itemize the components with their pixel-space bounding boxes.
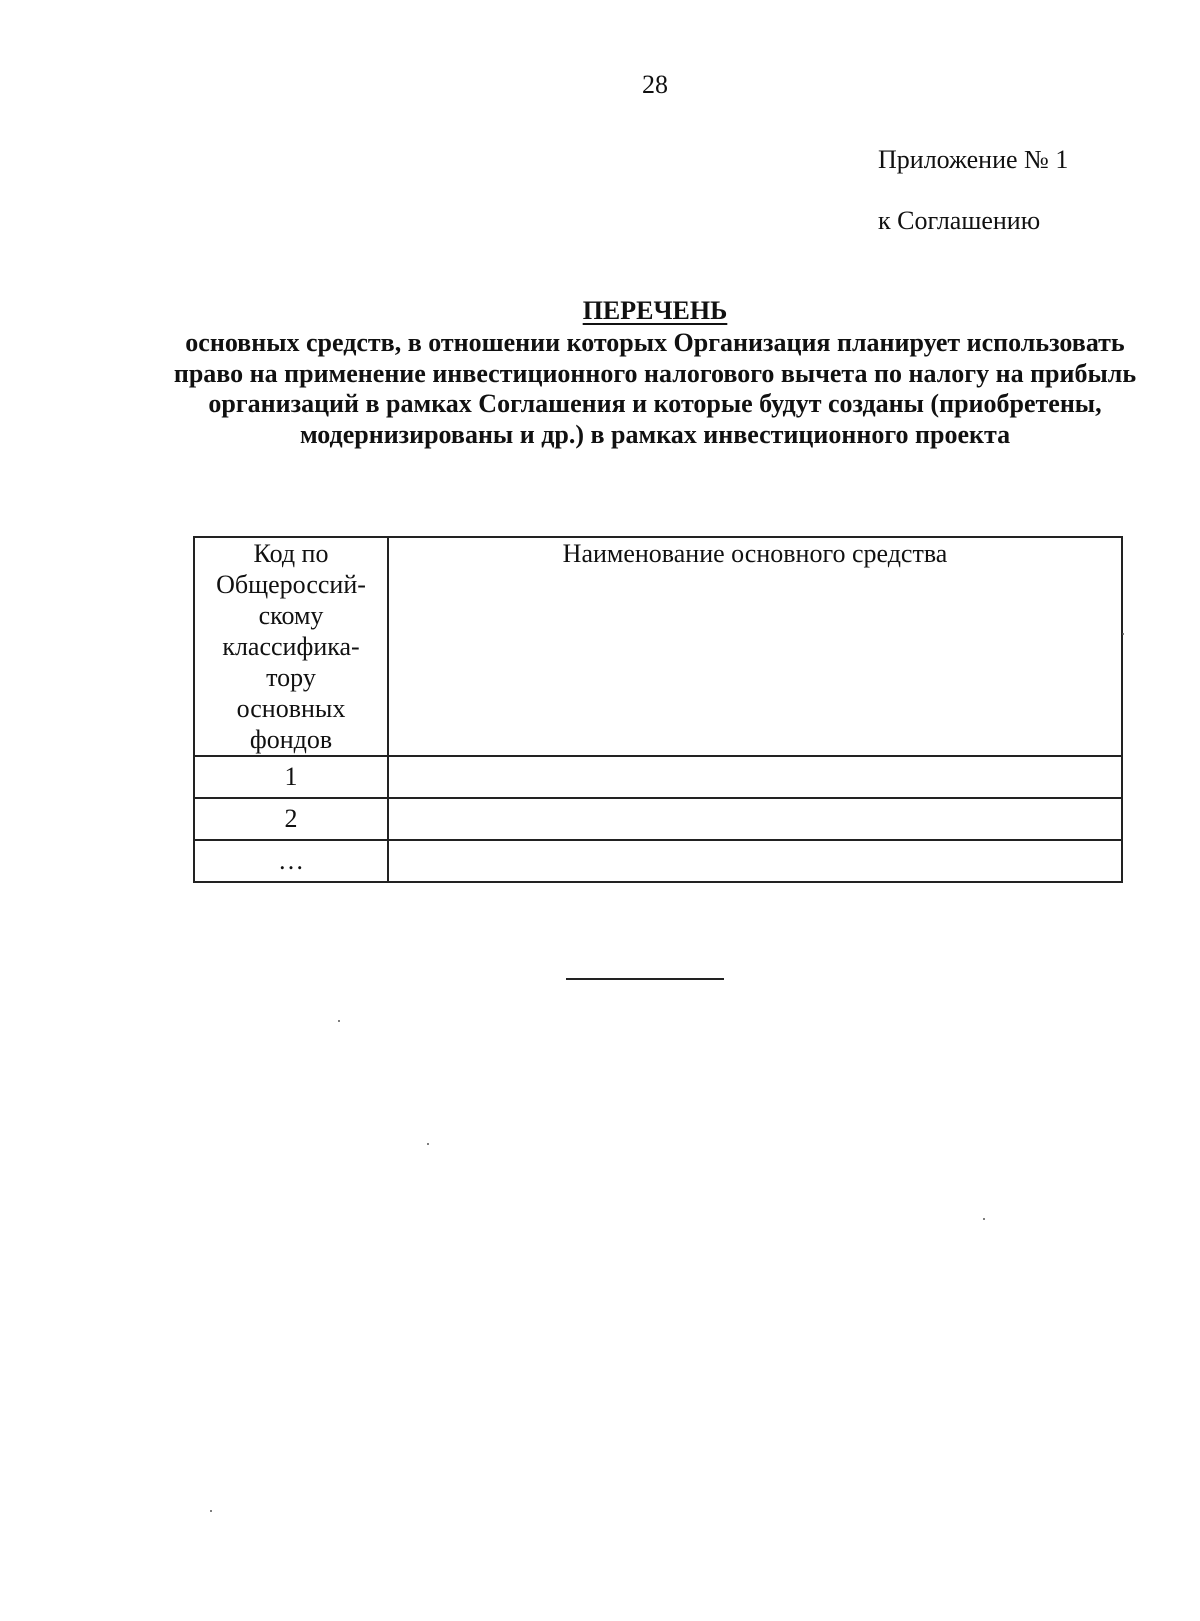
fixed-assets-table — [193, 536, 1123, 883]
row-name-cell — [388, 798, 1122, 840]
header-code-line: основных — [236, 694, 346, 723]
row-name-cell — [388, 756, 1122, 798]
appendix-label: Приложение № 1 — [878, 145, 1069, 174]
row-code-cell: 1 — [194, 756, 388, 798]
header-asset-name: Наименование основного средства — [388, 537, 1122, 756]
scan-speck — [983, 1218, 985, 1220]
row-code-cell: 2 — [194, 798, 388, 840]
header-code-line: тору — [266, 663, 316, 692]
scan-speck — [338, 1020, 340, 1022]
scan-speck — [427, 1143, 429, 1145]
document-title: ПЕРЕЧЕНЬ — [582, 296, 728, 325]
appendix-reference: к Соглашению — [878, 206, 1041, 235]
header-code-line: фондов — [249, 725, 333, 754]
table-row — [194, 798, 1122, 840]
table-row — [194, 756, 1122, 798]
scan-speck — [210, 1510, 212, 1512]
row-name-cell — [388, 840, 1122, 882]
header-code-line: классифика- — [222, 632, 360, 661]
header-code-okof — [194, 537, 388, 756]
table-header-row — [194, 537, 1122, 756]
scan-speck — [1122, 633, 1124, 635]
row-code-cell: … — [194, 840, 388, 882]
header-code-line: Код по — [253, 539, 329, 568]
closing-rule — [566, 978, 724, 980]
table-row — [194, 840, 1122, 882]
header-code-line: Общероссий- — [216, 570, 366, 599]
page-number: 28 — [642, 70, 668, 99]
header-code-line: скому — [258, 601, 324, 630]
document-subtitle: основных средств, в отношении которых Организация планирует использовать право на применение инвестиционного налогового вычета по налогу на прибыль организаций в рамках Соглашения и которые будут созданы (приобретены, модернизированы и др.) в рамках инвестиционного проекта — [173, 328, 1137, 449]
